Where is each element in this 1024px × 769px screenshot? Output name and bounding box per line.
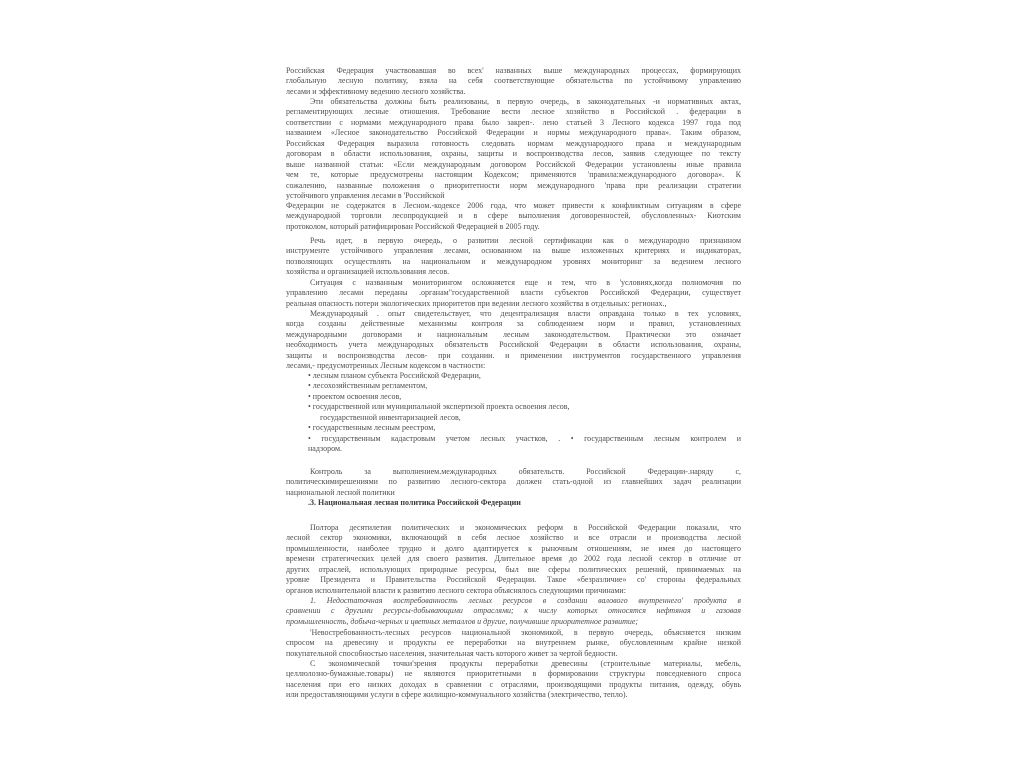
text-line: управлению лесами переданы .органам"государственной власти субъектов Российской Федерации, существует — [286, 288, 741, 298]
paragraph — [286, 596, 741, 627]
bullet-list — [286, 371, 741, 455]
section-heading — [286, 498, 741, 508]
paragraph — [286, 309, 741, 372]
paragraph — [286, 236, 741, 278]
list-item-line: государственной инвентаризацией лесов, — [320, 412, 461, 422]
list-item-line: • лесным планом субъекта Российской Федерации, — [308, 371, 481, 380]
text-line: других отраслей, использующих природные ресурсы, был вне сферы политических решений, принимаемых на — [286, 564, 741, 574]
text-line: соответствии с нормами международного права было закреп-. лено статьей 3 Лесного кодекса 1997 года под — [286, 117, 741, 127]
paragraph — [286, 523, 741, 596]
text-line: Российская Федерация выразила готовность следовать нормам международного права и международным — [286, 138, 741, 148]
text-line: Эти обязательства должны быть реализованы, в первую очередь, в законодательных -и нормативных актах, — [310, 97, 741, 106]
paragraph — [286, 66, 741, 97]
text-line: времени стратегических целей для своего развития. Длительное время до 2002 года лесной сектор в отличие от — [286, 554, 741, 564]
text-line: необходимость учета международных обязательств Российской Федерации в области использования, охраны, — [286, 340, 741, 350]
text-line: международными договорами и национальным лесным законодательством. Практически это означает — [286, 329, 741, 339]
list-item-line: • государственным кадастровым учетом лесных участков, . • государственным лесным контролем и — [308, 433, 741, 443]
text-line: промышленность, добыча-черных и цветных металлов и другие, получившие приоритетное развитие; — [286, 616, 639, 626]
text-line: регламентирующих лесные отношения. Требование вести лесное хозяйство в Российской . федерации в — [286, 107, 741, 117]
text-line: выше названной статьи: «Если международным договором Российской Федерации установлены иные правила — [286, 159, 741, 169]
text-line: лесами,- предусмотренных Лесным кодексом в частности: — [286, 361, 486, 371]
text-line: глобальную лесную политику, взяла на себя соответствующие обязательства по устойчивому управлению — [286, 76, 741, 86]
text-line: защиты и воспроизводства лесов- при создании. и применении инструментов государственного управления — [286, 350, 741, 360]
text-line: Речь идет, в первую очередь, о развитии лесной сертификации как о международно признанном — [310, 236, 741, 245]
paragraph — [286, 659, 741, 701]
text-line: инструменте устойчивого управления лесами, основанном на выше изложенных критериях и индикаторах, — [286, 246, 741, 256]
text-line: устойчивого управления лесами в 'Российской — [286, 190, 445, 200]
list-item-line: • лесохозяйственным регламентом, — [308, 381, 428, 391]
text-line: Ситуация с названным мониторингом осложняется еще и тем, что в 'условиях,когда полномочия по — [310, 278, 741, 287]
text-line: .3. Национальная лесная политика Российской Федерации — [308, 498, 521, 507]
list-item-line: • государственной или муниципальной экспертизой проекта освоения лесов, — [308, 402, 570, 412]
text-line: протоколом, который ратифицирован Российской Федерацией в 2005 году. — [286, 221, 540, 231]
text-line: международной торговли лесопродукцией и в сфере выполнения договоренностей, обусловленных- Киотским — [286, 211, 741, 221]
text-line: спросом на древесину и продукты ее переработки на внутреннем рынке, обусловленным крайне низкой — [286, 638, 741, 648]
text-line: лесами и эффективному ведению лесного хозяйства. — [286, 86, 466, 96]
text-line: Федерации не содержатся в Лесном.-кодексе 2006 года, что может привести к конфликтным ситуациям в сфере — [286, 201, 741, 210]
text-line: уровне Президента и Правительства Российской Федерации. Такое «безразличие» со' стороны федеральных — [286, 575, 741, 585]
text-line: покупательной способностью населения, значительная часть которого живет за чертой бедности. — [286, 648, 618, 658]
text-line: Международный . опыт свидетельствует, что децентрализация власти оправдана только в тех условиях, — [310, 309, 741, 318]
text-line: когда созданы действенные механизмы контроля за соблюдением норм и правил, установленных — [286, 319, 741, 329]
paragraph — [286, 467, 741, 498]
list-item-line: • проектом освоения лесов, — [308, 391, 402, 401]
text-line: названием «Лесное законодательство Российской Федерации и нормы международного права». Таким образом, — [286, 128, 741, 138]
text-line: реальная опасность потери экологических приоритетов при ведении лесного хозяйства в отдельных: регионах., — [286, 298, 667, 308]
text-line: Российская Федерация участвовавшая во всех' названных выше международных процессах, формирующих — [286, 66, 741, 75]
text-line: населения при его низких доходах в сравнении с отраслями, производящими продукты питания, одежду, обувь — [286, 679, 741, 689]
text-line: позволяющих осуществлять на национальном и международном уровнях мониторинг за ведением лесного — [286, 256, 741, 266]
text-line: Контроль за выполнением.международных обязательств. Российской Федерации-.наряду с, — [310, 467, 741, 476]
text-line: органов исполнительной власти к развитию лесного сектора объяснялось следующими причинами: — [286, 585, 626, 595]
list-item-line: надзором. — [308, 444, 343, 454]
text-line: или предоставляющими услуги в сфере жилищно-коммунального хозяйства (электричество, тепло). — [286, 690, 628, 700]
paragraph — [286, 278, 741, 309]
paragraph — [286, 97, 741, 201]
paragraph — [286, 628, 741, 659]
text-line: Полтора десятилетия политических и экономических реформ в Российской Федерации показали, что — [310, 523, 741, 532]
text-line: договорам в области использования, охраны, защиты и воспроизводства лесов, заявив следующее по тексту — [286, 149, 741, 159]
paragraph — [286, 201, 741, 232]
text-line: лесной сектор экономики, включающий в себя лесное хозяйство и все отрасли и производства лесной — [286, 533, 741, 543]
text-line: сожалению, названные положения о приоритетности норм международного 'права при реализации стратегии — [286, 180, 741, 190]
text-line: чем те, которые предусмотрены настоящим Кодексом; применяются 'правила:международного договора». К — [286, 170, 741, 180]
text-line: сравнении с другими ресурсы-добывающими отраслями; к числу которых относятся нефтяная и газовая — [286, 606, 741, 616]
text-line: 'Невостребованность-лесных ресурсов национальной экономикой, в первую очередь, объясняется низким — [310, 628, 741, 637]
text-line: 1. Недостаточная востребованность лесных ресурсов в создании валового внутреннего' продукта в — [310, 596, 741, 605]
text-line: политическимирешениями по развитию лесного-сектора должен стать-одной из главнейших задач реализации — [286, 477, 741, 487]
text-line: национальной лесной политики — [286, 487, 395, 497]
text-line: промышленности, наиболее трудно и долго адаптируется к рыночным отношениям, не имея до настоящего — [286, 543, 741, 553]
text-line: С экономической точки'зрения продукты переработки древесины (строительные материалы, мебель, — [310, 659, 741, 668]
list-item-line: • государственным лесным реестром, — [308, 423, 436, 433]
text-line: целлюлозно-бумажные.товары) не являются приоритетными в формировании структуры повседневного спроса — [286, 669, 741, 679]
text-line: хозяйства и организацией использования лесов. — [286, 267, 450, 277]
